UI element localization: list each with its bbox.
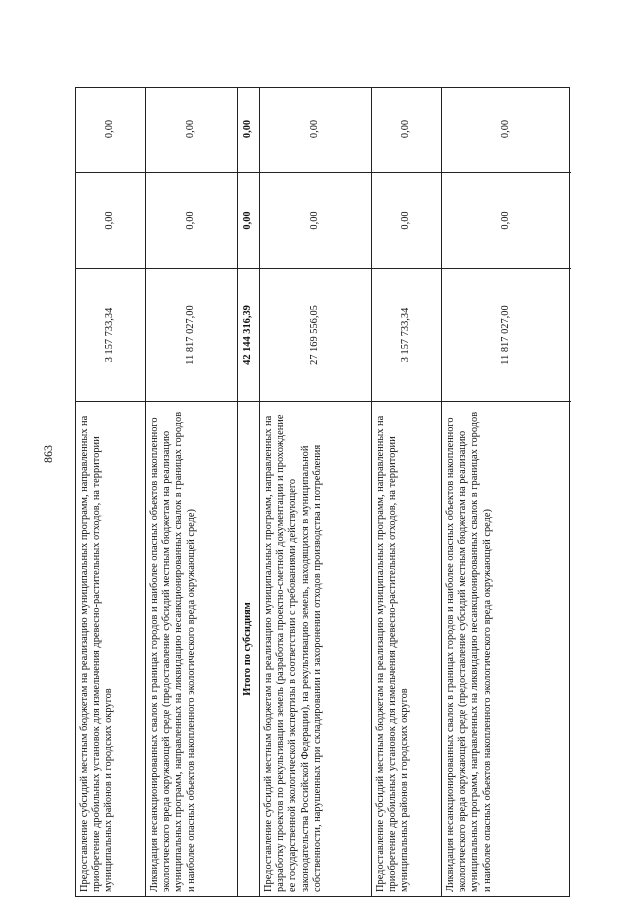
row-value-2: 0,00	[146, 172, 237, 268]
row-description: Предоставление субсидий местным бюджетам на реализацию муниципальных программ, направленных на приобретение дробильных установок для измельчения древесно-растительных отходов, на территории муниципальных районов и городских округов	[372, 401, 441, 896]
row-value-1: 11 817 027,00	[442, 268, 571, 401]
row-value-1: 27 169 556,05	[260, 268, 371, 401]
row-value-1: 3 157 733,34	[76, 268, 145, 401]
table-row	[146, 88, 238, 896]
total-value-1: 42 144 316,39	[238, 268, 259, 401]
table-row-total	[238, 88, 260, 896]
row-description: Ликвидация несанкционированных свалок в границах городов и наиболее опасных объектов накопленного экологического вреда окружающей среде (предоставление субсидий местным бюджетам на реализацию муниципальных программ, направленных на ликвидацию несанкционированных свалок в границах городов и наиболее опасных объектов накопленного экологического вреда окружающей среде)	[146, 401, 237, 896]
row-value-3: 0,00	[104, 119, 116, 139]
row-value-3: 0,00	[309, 119, 321, 139]
total-label: Итого по субсидиям	[238, 401, 259, 896]
row-value-1: 11 817 027,00	[146, 268, 237, 401]
table-row	[442, 88, 571, 896]
row-value-3: 0,00	[400, 119, 412, 139]
table-row	[372, 88, 442, 896]
row-value-2: 0,00	[76, 172, 145, 268]
table-row	[76, 88, 146, 896]
total-value-2: 0,00	[238, 172, 259, 268]
table-row	[260, 88, 372, 896]
row-value-3: 0,00	[500, 119, 512, 139]
total-value-3: 0,00	[242, 119, 254, 139]
row-value-1: 3 157 733,34	[372, 268, 441, 401]
row-description: Предоставление субсидий местным бюджетам на реализацию муниципальных программ, направленных на разработку проектов по рекультивации земель (разработка проектно-сметной документации и прохождение ее государственной экологической экспертизы в соответствии с требованиями действующего законодательства Российской Федерации), на рекультивацию земель, находящихся в муниципальной собственности, нарушенных при складировании и захоронении отходов производства и потребления	[260, 401, 371, 896]
page-number: 863	[41, 445, 55, 463]
row-value-2: 0,00	[442, 172, 571, 268]
row-value-3: 0,00	[185, 119, 197, 139]
row-description: Предоставление субсидий местным бюджетам на реализацию муниципальных программ, направленных на приобретение дробильных установок для измельчения древесно-растительных отходов, на территории муниципальных районов и городских округов	[76, 401, 145, 896]
table-wrapper	[75, 87, 570, 897]
row-value-2: 0,00	[260, 172, 371, 268]
row-description: Ликвидация несанкционированных свалок в границах городов и наиболее опасных объектов накопленного экологического вреда окружающей среде (предоставление субсидий местным бюджетам на реализацию муниципальных программ, направленных на ликвидацию несанкционированных свалок в границах городов и наиболее опасных объектов накопленного экологического вреда окружающей среде)	[442, 401, 571, 896]
subsidies-table	[75, 87, 570, 897]
row-value-2: 0,00	[372, 172, 441, 268]
